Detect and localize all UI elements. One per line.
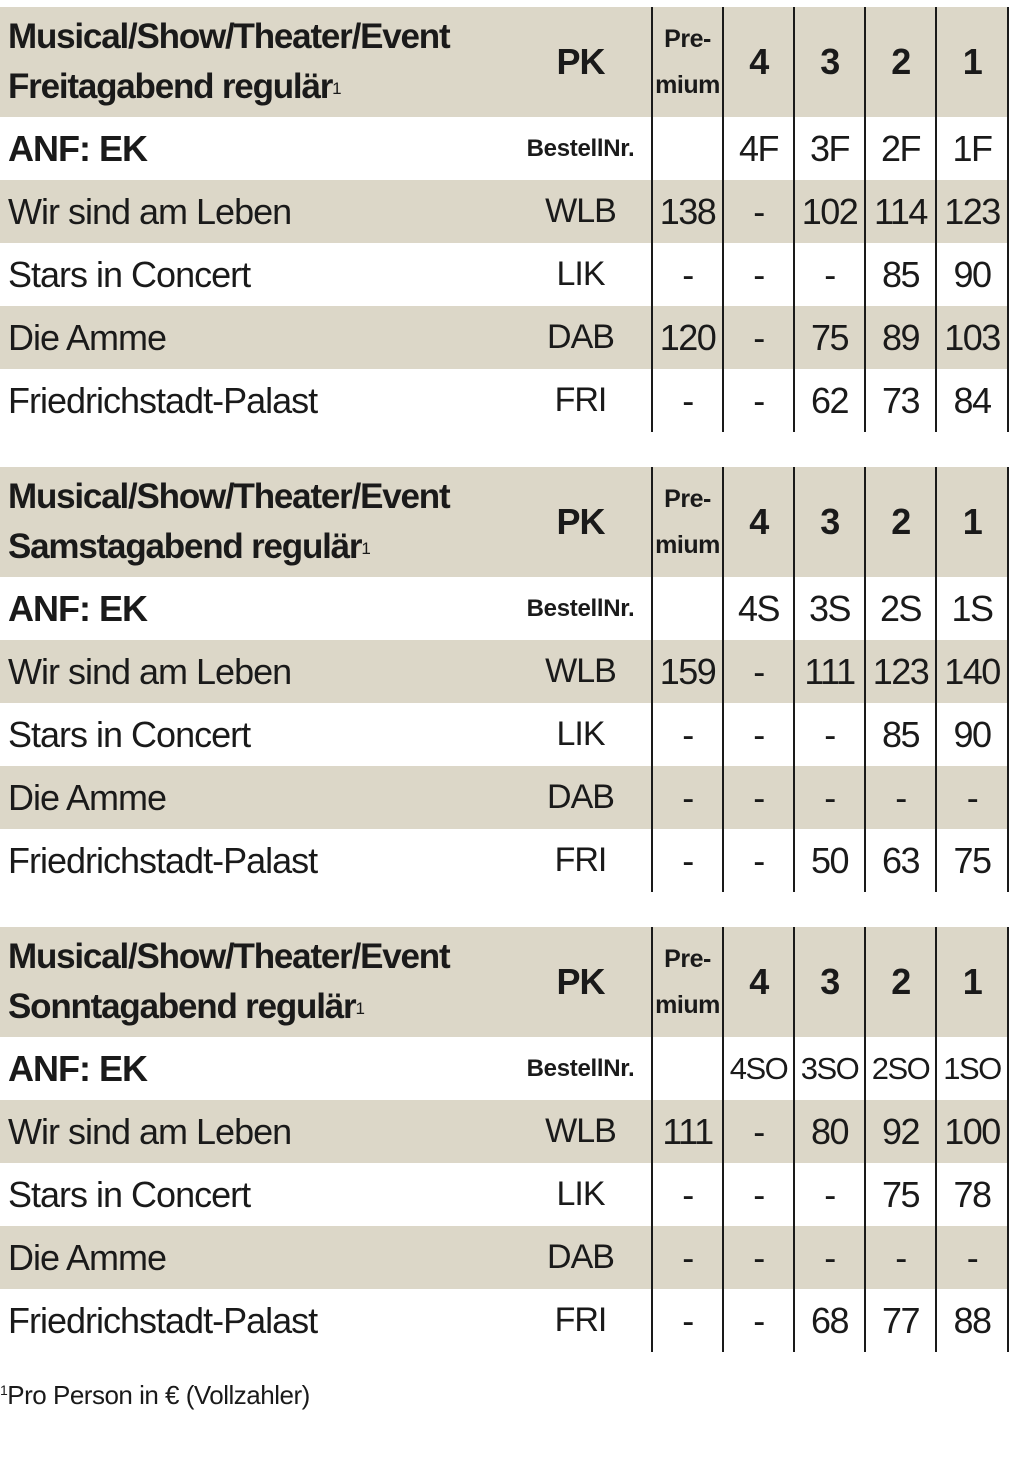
price-cell: 92 [865, 1100, 936, 1163]
show-code: WLB [545, 1112, 616, 1150]
category-header-4: 4 [723, 927, 794, 1037]
order-code: 1S [936, 577, 1008, 640]
price-cell: - [723, 640, 794, 703]
price-cell: - [723, 1289, 794, 1352]
order-row-pk: BestellNr. [526, 1054, 635, 1082]
price-cell: - [723, 369, 794, 432]
heading-line-1: Musical/Show/Theater/Event [8, 17, 450, 56]
footnote-marker: 1 [332, 79, 341, 98]
show-name: Wir sind am Leben [8, 1110, 292, 1152]
pk-header: PK [556, 501, 605, 542]
table-row [0, 1289, 1008, 1352]
premium-price: - [652, 1289, 723, 1352]
price-cell: - [723, 1226, 794, 1289]
order-code: 3SO [794, 1037, 865, 1100]
price-cell: 103 [936, 306, 1008, 369]
category-header-2: 2 [865, 467, 936, 577]
show-code: WLB [545, 652, 616, 690]
table-row [0, 640, 1008, 703]
table-row [0, 1100, 1008, 1163]
order-row-label: ANF: EK [8, 587, 147, 629]
price-cell: - [794, 243, 865, 306]
order-code: 3S [794, 577, 865, 640]
premium-header [652, 927, 723, 1037]
premium-price: - [652, 243, 723, 306]
show-name: Die Amme [8, 776, 167, 818]
heading-line-1: Musical/Show/Theater/Event [8, 477, 450, 516]
order-row-premium [652, 577, 723, 640]
price-cell: - [794, 1226, 865, 1289]
price-cell: 85 [865, 243, 936, 306]
price-cell: - [723, 703, 794, 766]
order-number-row [0, 577, 1008, 640]
premium-price: 120 [652, 306, 723, 369]
price-cell: - [865, 766, 936, 829]
table-header-row [0, 467, 1008, 577]
premium-header-line-1: Pre- [664, 945, 711, 973]
show-code: LIK [556, 1175, 605, 1213]
price-cell: 123 [865, 640, 936, 703]
show-name: Wir sind am Leben [8, 650, 292, 692]
order-row-label: ANF: EK [8, 127, 147, 169]
table-row [0, 703, 1008, 766]
price-cell: - [723, 180, 794, 243]
price-cell: - [936, 766, 1008, 829]
show-name: Friedrichstadt-Palast [8, 379, 318, 421]
table-row [0, 243, 1008, 306]
table-row [0, 829, 1008, 892]
show-code: WLB [545, 192, 616, 230]
price-cell: 114 [865, 180, 936, 243]
table-row [0, 180, 1008, 243]
table-row [0, 369, 1008, 432]
table-header-row [0, 927, 1008, 1037]
price-cell: 78 [936, 1163, 1008, 1226]
premium-price: - [652, 703, 723, 766]
pk-header: PK [556, 961, 605, 1002]
premium-header [652, 467, 723, 577]
category-header-3: 3 [794, 927, 865, 1037]
premium-header-line-2: mium [655, 991, 720, 1019]
premium-header [652, 7, 723, 117]
premium-header-line-1: Pre- [664, 25, 711, 53]
category-header-3: 3 [794, 467, 865, 577]
price-cell: - [794, 703, 865, 766]
price-cell: 100 [936, 1100, 1008, 1163]
show-code: FRI [554, 841, 607, 879]
order-code: 2F [865, 117, 936, 180]
order-code: 1F [936, 117, 1008, 180]
heading-line-2: Freitagabend regulär [8, 67, 333, 106]
footnote-marker: 1 [355, 999, 364, 1018]
footnote-mark: 1 [0, 1382, 8, 1398]
heading-line-2: Samstagabend regulär [8, 527, 362, 566]
price-cell: 77 [865, 1289, 936, 1352]
category-header-2: 2 [865, 927, 936, 1037]
price-cell: - [723, 1163, 794, 1226]
order-number-row [0, 1037, 1008, 1100]
order-code: 4F [723, 117, 794, 180]
premium-price: - [652, 766, 723, 829]
price-cell: - [865, 1226, 936, 1289]
show-code: LIK [556, 715, 605, 753]
price-cell: 73 [865, 369, 936, 432]
footnote-text: Pro Person in € (Vollzahler) [7, 1380, 310, 1410]
premium-price: - [652, 829, 723, 892]
price-cell: - [794, 1163, 865, 1226]
price-table-saturday [0, 467, 1009, 892]
order-row-pk: BestellNr. [526, 594, 635, 622]
price-cell: 68 [794, 1289, 865, 1352]
order-code: 2S [865, 577, 936, 640]
price-cell: 85 [865, 703, 936, 766]
premium-price: - [652, 369, 723, 432]
price-cell: - [723, 306, 794, 369]
price-cell: 111 [794, 640, 865, 703]
pk-header: PK [556, 41, 605, 82]
price-cell: 63 [865, 829, 936, 892]
category-header-1: 1 [936, 467, 1008, 577]
show-code: LIK [556, 255, 605, 293]
order-code: 1SO [936, 1037, 1008, 1100]
premium-price: - [652, 1226, 723, 1289]
premium-price: 159 [652, 640, 723, 703]
table-heading [0, 7, 510, 117]
show-name: Friedrichstadt-Palast [8, 839, 318, 881]
order-code: 2SO [865, 1037, 936, 1100]
show-name: Die Amme [8, 1236, 167, 1278]
show-code: FRI [554, 381, 607, 419]
price-cell: - [723, 1100, 794, 1163]
order-number-row [0, 117, 1008, 180]
order-row-premium [652, 117, 723, 180]
price-cell: - [936, 1226, 1008, 1289]
price-cell: 84 [936, 369, 1008, 432]
show-name: Friedrichstadt-Palast [8, 1299, 318, 1341]
price-cell: 102 [794, 180, 865, 243]
category-header-4: 4 [723, 467, 794, 577]
price-cell: - [794, 766, 865, 829]
order-code: 3F [794, 117, 865, 180]
table-heading [0, 927, 510, 1037]
heading-line-2: Sonntagabend regulär [8, 987, 356, 1026]
price-cell: 75 [794, 306, 865, 369]
price-cell: 50 [794, 829, 865, 892]
price-cell: 62 [794, 369, 865, 432]
show-name: Stars in Concert [8, 713, 251, 755]
show-name: Die Amme [8, 316, 167, 358]
premium-price: 111 [652, 1100, 723, 1163]
order-row-premium [652, 1037, 723, 1100]
price-cell: 90 [936, 243, 1008, 306]
price-cell: - [723, 243, 794, 306]
price-cell: 75 [936, 829, 1008, 892]
table-heading [0, 467, 510, 577]
price-cell: 123 [936, 180, 1008, 243]
order-row-label: ANF: EK [8, 1047, 147, 1089]
show-name: Stars in Concert [8, 253, 251, 295]
show-code: DAB [547, 778, 614, 816]
table-header-row [0, 7, 1008, 117]
price-table-sunday [0, 927, 1009, 1352]
table-row [0, 306, 1008, 369]
heading-line-1: Musical/Show/Theater/Event [8, 937, 450, 976]
order-code: 4S [723, 577, 794, 640]
category-header-1: 1 [936, 927, 1008, 1037]
category-header-4: 4 [723, 7, 794, 117]
table-row [0, 1163, 1008, 1226]
show-code: DAB [547, 318, 614, 356]
category-header-3: 3 [794, 7, 865, 117]
price-cell: 80 [794, 1100, 865, 1163]
show-name: Wir sind am Leben [8, 190, 292, 232]
premium-price: - [652, 1163, 723, 1226]
show-code: DAB [547, 1238, 614, 1276]
price-cell: 88 [936, 1289, 1008, 1352]
table-row [0, 1226, 1008, 1289]
premium-price: 138 [652, 180, 723, 243]
table-row [0, 766, 1008, 829]
price-cell: 89 [865, 306, 936, 369]
price-cell: 75 [865, 1163, 936, 1226]
footnote [0, 1380, 310, 1411]
footnote-marker: 1 [361, 539, 370, 558]
show-name: Stars in Concert [8, 1173, 251, 1215]
price-cell: 90 [936, 703, 1008, 766]
premium-header-line-1: Pre- [664, 485, 711, 513]
premium-header-line-2: mium [655, 531, 720, 559]
show-code: FRI [554, 1301, 607, 1339]
category-header-1: 1 [936, 7, 1008, 117]
order-code: 4SO [723, 1037, 794, 1100]
price-cell: 140 [936, 640, 1008, 703]
category-header-2: 2 [865, 7, 936, 117]
price-table-friday [0, 7, 1009, 432]
price-cell: - [723, 829, 794, 892]
premium-header-line-2: mium [655, 71, 720, 99]
price-cell: - [723, 766, 794, 829]
order-row-pk: BestellNr. [526, 134, 635, 162]
